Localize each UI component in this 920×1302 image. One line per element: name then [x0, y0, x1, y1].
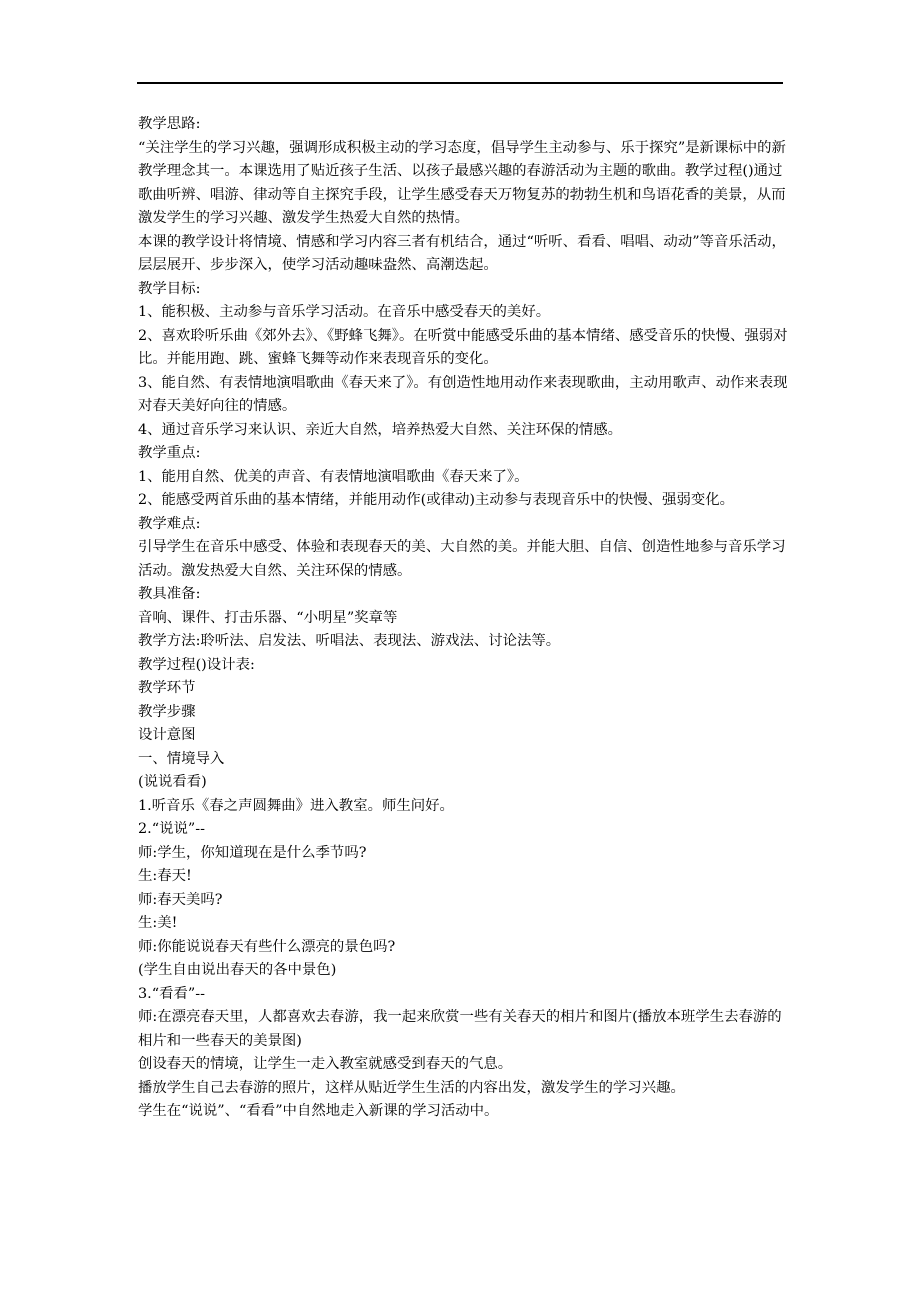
dialogue-line: 师:你能说说春天有些什么漂亮的景色吗? [138, 938, 396, 955]
paragraph: 本课的教学设计将情境、情感和学习内容三者有机结合，通过“听听、看看、唱唱、动动”等音乐活动，层层展开、步步深入，使学习活动趣味盎然、高潮迭起。 [138, 233, 786, 273]
dialogue-line: 生:美! [138, 915, 178, 931]
paragraph: (说说看看) [138, 774, 207, 790]
paragraph: 音响、课件、打击乐器、“小明星”奖章等 [138, 609, 398, 626]
key-point-item: 1、能用自然、优美的声音、有表情地演唱歌曲《春天来了》。 [138, 468, 529, 485]
heading-process-table: 教学过程()设计表: [138, 656, 255, 673]
step-item: 2.“说说”-- [138, 821, 205, 837]
document-body [138, 113, 788, 1124]
table-header: 设计意图 [138, 727, 196, 743]
dialogue-line: 师:春天美吗? [138, 891, 223, 908]
dialogue-line: 师:在漂亮春天里，人都喜欢去春游，我一起来欣赏一些有关春天的相片和图片(播放本班学生去春游的相片和一些春天的美景图) [138, 1009, 782, 1049]
dialogue-line: 生:春天! [138, 868, 192, 884]
dialogue-line: 师:学生，你知道现在是什么季节吗? [138, 844, 367, 861]
paragraph: 创设春天的情境，让学生一走入教室就感受到春天的气息。 [138, 1056, 513, 1072]
goal-item: 4、通过音乐学习来认识、亲近大自然，培养热爱大自然、关注环保的情感。 [138, 421, 623, 438]
heading-difficulties: 教学难点: [138, 515, 201, 532]
key-point-item: 2、能感受两首乐曲的基本情绪，并能用动作(或律动)主动参与表现音乐中的快慢、强弱变化。 [138, 492, 735, 508]
goal-item: 3、能自然、有表情地演唱歌曲《春天来了》。有创造性地用动作来表现歌曲，主动用歌声、动作来表现对春天美好向往的情感。 [138, 374, 788, 414]
heading-materials: 教具准备: [138, 586, 201, 602]
paragraph: “关注学生的学习兴趣，强调形成积极主动的学习态度，倡导学生主动参与、乐于探究”是新课标中的新教学理念其一。本课选用了贴近孩子生活、以孩子最感兴趣的春游活动为主题的歌曲。教学过程()通过歌曲听辨、唱游、律动等自主探究手段，让学生感受春天万物复苏的勃勃生机和鸟语花香的美景，从而激发学生的学习兴趣、激发学生热爱大自然的热情。 [138, 139, 786, 226]
paragraph: 播放学生自己去春游的照片，这样从贴近学生生活的内容出发，激发学生的学习兴趣。 [138, 1079, 685, 1096]
paragraph: 引导学生在音乐中感受、体验和表现春天的美、大自然的美。并能大胆、自信、创造性地参与音乐学习活动。激发热爱大自然、关注环保的情感。 [138, 539, 786, 579]
heading-key-points: 教学重点: [138, 445, 201, 461]
goal-item: 2、喜欢聆听乐曲《郊外去》、《野蜂飞舞》。在听赏中能感受乐曲的基本情绪、感受音乐的快慢、强弱对比。并能用跑、跳、蜜蜂飞舞等动作来表现音乐的变化。 [138, 327, 788, 367]
section-title: 一、情境导入 [138, 750, 225, 767]
goal-item: 1、能积极、主动参与音乐学习活动。在音乐中感受春天的美好。 [138, 304, 551, 320]
heading-teaching-approach: 教学思路: [138, 116, 201, 132]
step-item: 1.听音乐《春之声圆舞曲》进入教室。师生问好。 [138, 797, 454, 814]
paragraph: 教学方法:聆听法、启发法、听唱法、表现法、游戏法、讨论法等。 [138, 633, 561, 649]
table-header: 教学环节 [138, 680, 196, 696]
paragraph: 学生在“说说”、“看看”中自然地走入新课的学习活动中。 [138, 1103, 499, 1119]
header-rule [137, 82, 783, 84]
table-header: 教学步骤 [138, 703, 196, 720]
heading-teaching-goals: 教学目标: [138, 280, 201, 297]
step-item: 3.“看看”-- [138, 985, 205, 1002]
paragraph: (学生自由说出春天的各中景色) [138, 962, 337, 978]
